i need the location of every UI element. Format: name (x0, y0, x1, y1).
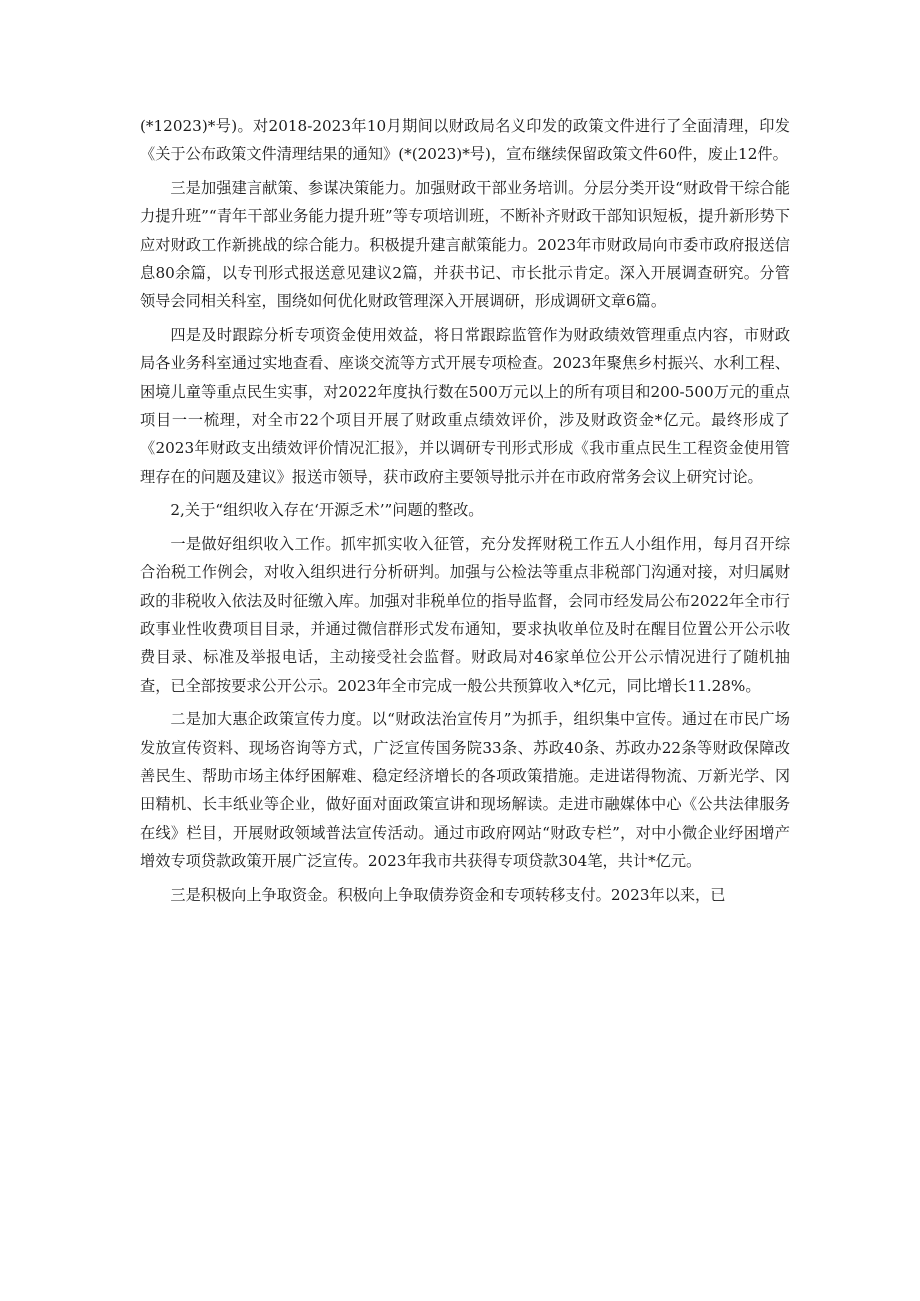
paragraph-policy-cleanup: (*12023)*号)。对2018-2023年10月期间以财政局名义印发的政策文件进行了全面清理，印发《关于公布政策文件清理结果的通知》(*(2023)*号)，宣布继续保留政策文件60件，废止12件。 (140, 117, 790, 164)
document-body (140, 112, 790, 914)
paragraph-advisory-capacity: 三是加强建言献策、参谋决策能力。加强财政干部业务培训。分层分类开设“财政骨干综合能力提升班”“青年干部业务能力提升班”等专项培训班，不断补齐财政干部知识短板，提升新形势下应对财政工作新挑战的综合能力。积极提升建言献策能力。2023年市财政局向市委市政府报送信息80余篇，以专刊形式报送意见建议2篇，并获书记、市长批示肯定。深入开展调查研究。分管领导会同相关科室，围绕如何优化财政管理深入开展调研，形成调研文章6篇。 (140, 178, 790, 311)
paragraph-revenue-work: 一是做好组织收入工作。抓牢抓实收入征管，充分发挥财税工作五人小组作用，每月召开综合治税工作例会，对收入组织进行分析研判。加强与公检法等重点非税部门沟通对接，对归属财政的非税收入依法及时征缴入库。加强对非税单位的指导监督，会同市经发局公布2022年全市行政事业性收费项目目录，并通过微信群形式发布通知，要求执收单位及时在醒目位置公开公示收费目录、标准及举报电话，主动接受社会监督。财政局对46家单位公开公示情况进行了随机抽查，已全部按要求公开公示。2023年全市完成一般公共预算收入*亿元，同比增长11.28%。 (140, 534, 790, 695)
paragraph-policy-publicity: 二是加大惠企政策宣传力度。以“财政法治宣传月”为抓手，组织集中宣传。通过在市民广场发放宣传资料、现场咨询等方式，广泛宣传国务院33条、苏政40条、苏政办22条等财政保障改善民生、帮助市场主体纾困解难、稳定经济增长的各项政策措施。走进诺得物流、万新光学、冈田精机、长丰纸业等企业，做好面对面政策宣讲和现场解读。走进市融媒体中心《公共法律服务在线》栏目，开展财政领域普法宣传活动。通过市政府网站“财政专栏”，对中小微企业纾困增产增效专项贷款政策开展广泛宣传。2023年我市共获得专项贷款304笔，共计*亿元。 (140, 710, 790, 871)
paragraph-fund-tracking: 四是及时跟踪分析专项资金使用效益，将日常跟踪监管作为财政绩效管理重点内容，市财政局各业务科室通过实地查看、座谈交流等方式开展专项检查。2023年聚焦乡村振兴、水利工程、困境儿童等重点民生实事，对2022年度执行数在500万元以上的所有项目和200-500万元的重点项目一一梳理，对全市22个项目开展了财政重点绩效评价，涉及财政资金*亿元。最终形成了《2023年财政支出绩效评价情况汇报》，并以调研专刊形式形成《我市重点民生工程资金使用管理存在的问题及建议》报送市领导，获市政府主要领导批示并在市政府常务会议上研究讨论。 (140, 325, 790, 486)
section-heading-revenue: 2,关于“组织收入存在‘开源乏术’”问题的整改。 (170, 501, 484, 520)
paragraph-seek-funds: 三是积极向上争取资金。积极向上争取债券资金和专项转移支付。2023年以来，已 (170, 885, 726, 904)
